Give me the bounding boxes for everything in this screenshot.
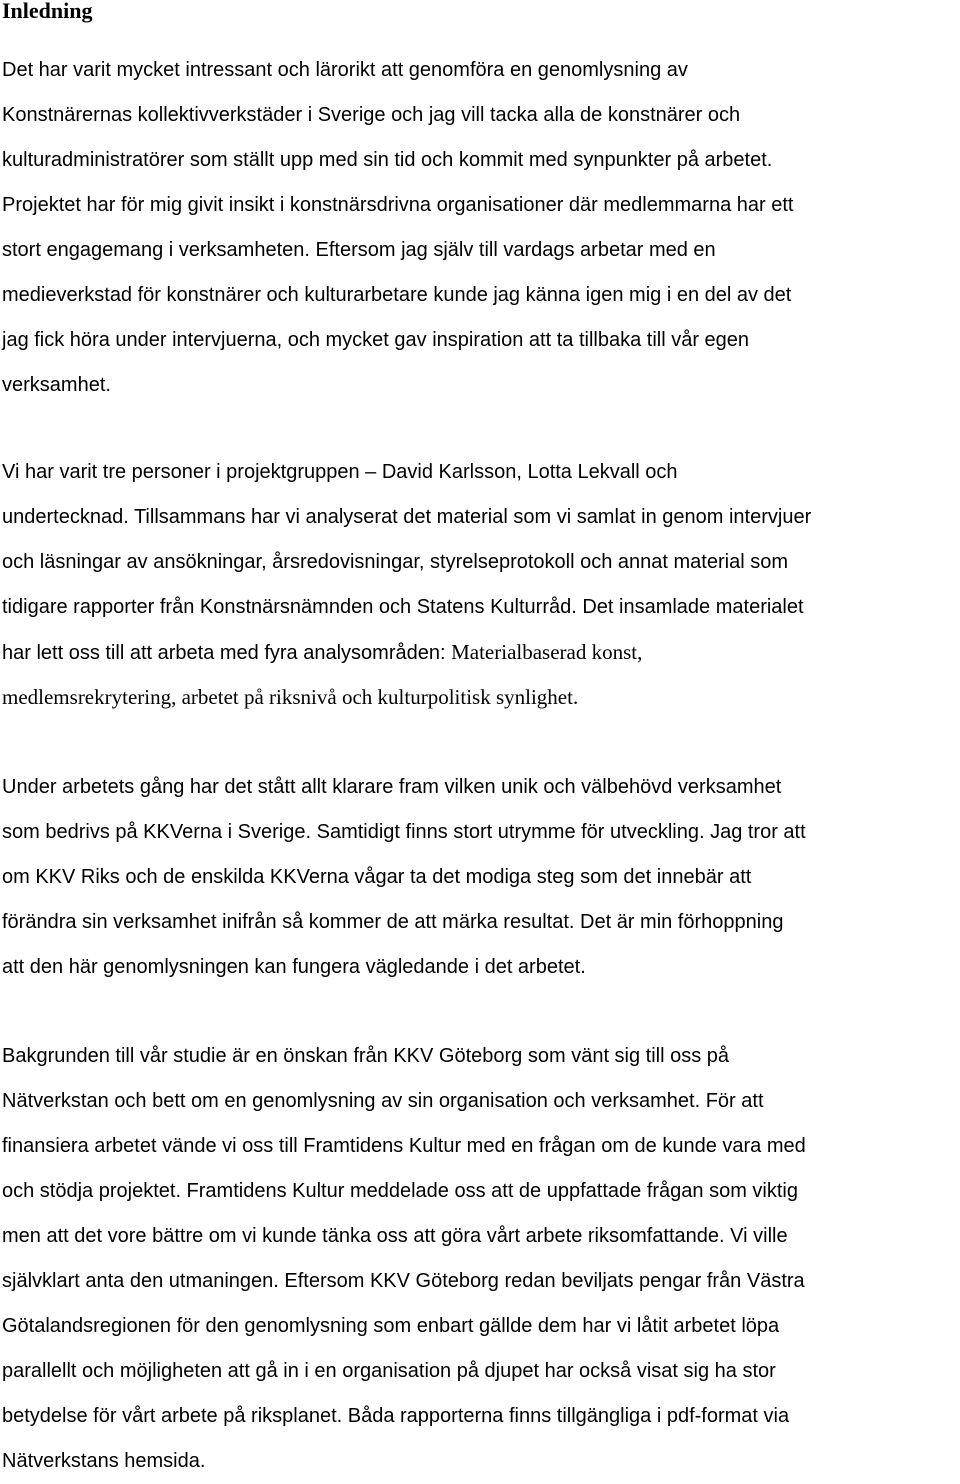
text-line: Vi har varit tre personer i projektgruppen – David Karlsson, Lotta Lekvall och xyxy=(2,461,678,483)
text-line: parallellt och möjligheten att gå in i en organisation på djupet har också visat sig ha stor xyxy=(2,1360,776,1382)
text-line: medieverkstad för konstnärer och kulturarbetare kunde jag känna igen mig i en del av det xyxy=(2,284,792,306)
text-line: Götalandsregionen för den genomlysning som enbart gällde dem har vi låtit arbetet löpa xyxy=(2,1315,780,1337)
text-line-serif: medlemsrekrytering, arbetet på riksnivå och kulturpolitisk synlighet. xyxy=(2,685,579,709)
text-line: tidigare rapporter från Konstnärsnämnden och Statens Kulturråd. Det insamlade materialet xyxy=(2,596,804,618)
text-line: finansiera arbetet vände vi oss till Framtidens Kultur med en frågan om de kunde vara med xyxy=(2,1135,806,1157)
text-line: Det har varit mycket intressant och lärorikt att genomföra en genomlysning av xyxy=(2,59,688,81)
text-line: som bedrivs på KKVerna i Sverige. Samtidigt finns stort utrymme för utveckling. Jag tror att xyxy=(2,821,806,843)
paragraph-conclusion xyxy=(2,765,960,990)
text-line: betydelse för vårt arbete på riksplanet. Båda rapporterna finns tillgängliga i pdf-format via xyxy=(2,1405,790,1427)
text-line: om KKV Riks och de enskilda KKVerna vågar ta det modiga steg som det innebär att xyxy=(2,866,752,888)
text-line: verksamhet. xyxy=(2,374,111,396)
text-line: och stödja projektet. Framtidens Kultur meddelade oss att de uppfattade frågan som viktig xyxy=(2,1180,798,1202)
text-line: Konstnärernas kollektivverkstäder i Sverige och jag vill tacka alla de konstnärer och xyxy=(2,104,741,126)
text-segment: har lett oss till att arbeta med fyra analysområden: xyxy=(2,642,452,664)
text-line: undertecknad. Tillsammans har vi analyserat det material som vi samlat in genom intervjuer xyxy=(2,506,812,528)
text-line: förändra sin verksamhet inifrån så kommer de att märka resultat. Det är min förhoppning xyxy=(2,911,784,933)
text-segment-serif: Materialbaserad konst, xyxy=(451,640,643,664)
text-line: Under arbetets gång har det stått allt klarare fram vilken unik och välbehövd verksamhet xyxy=(2,776,782,798)
paragraph-intro xyxy=(2,48,960,408)
text-line: kulturadministratörer som ställt upp med sin tid och kommit med synpunkter på arbetet. xyxy=(2,149,773,171)
text-line-mixed xyxy=(2,630,960,675)
text-line: Projektet har för mig givit insikt i konstnärsdrivna organisationer där medlemmarna har ett xyxy=(2,194,794,216)
text-line: Bakgrunden till vår studie är en önskan från KKV Göteborg som vänt sig till oss på xyxy=(2,1045,730,1067)
text-line: och läsningar av ansökningar, årsredovisningar, styrelseprotokoll och annat material som xyxy=(2,551,788,573)
text-line: men att det vore bättre om vi kunde tänka oss att göra vårt arbete riksomfattande. Vi ville xyxy=(2,1225,788,1247)
text-line: Nätverkstans hemsida. xyxy=(2,1450,206,1472)
paragraph-background xyxy=(2,1034,960,1484)
text-line: att den här genomlysningen kan fungera vägledande i det arbetet. xyxy=(2,956,586,978)
section-heading: Inledning xyxy=(2,0,93,23)
text-line: stort engagemang i verksamheten. Eftersom jag själv till vardags arbetar med en xyxy=(2,239,716,261)
text-line: Nätverkstan och bett om en genomlysning av sin organisation och verksamhet. För att xyxy=(2,1090,764,1112)
text-line: jag fick höra under intervjuerna, och mycket gav inspiration att ta tillbaka till vår egen xyxy=(2,329,750,351)
text-line: självklart anta den utmaningen. Eftersom KKV Göteborg redan beviljats pengar från Västra xyxy=(2,1270,805,1292)
paragraph-project-group xyxy=(2,450,960,720)
